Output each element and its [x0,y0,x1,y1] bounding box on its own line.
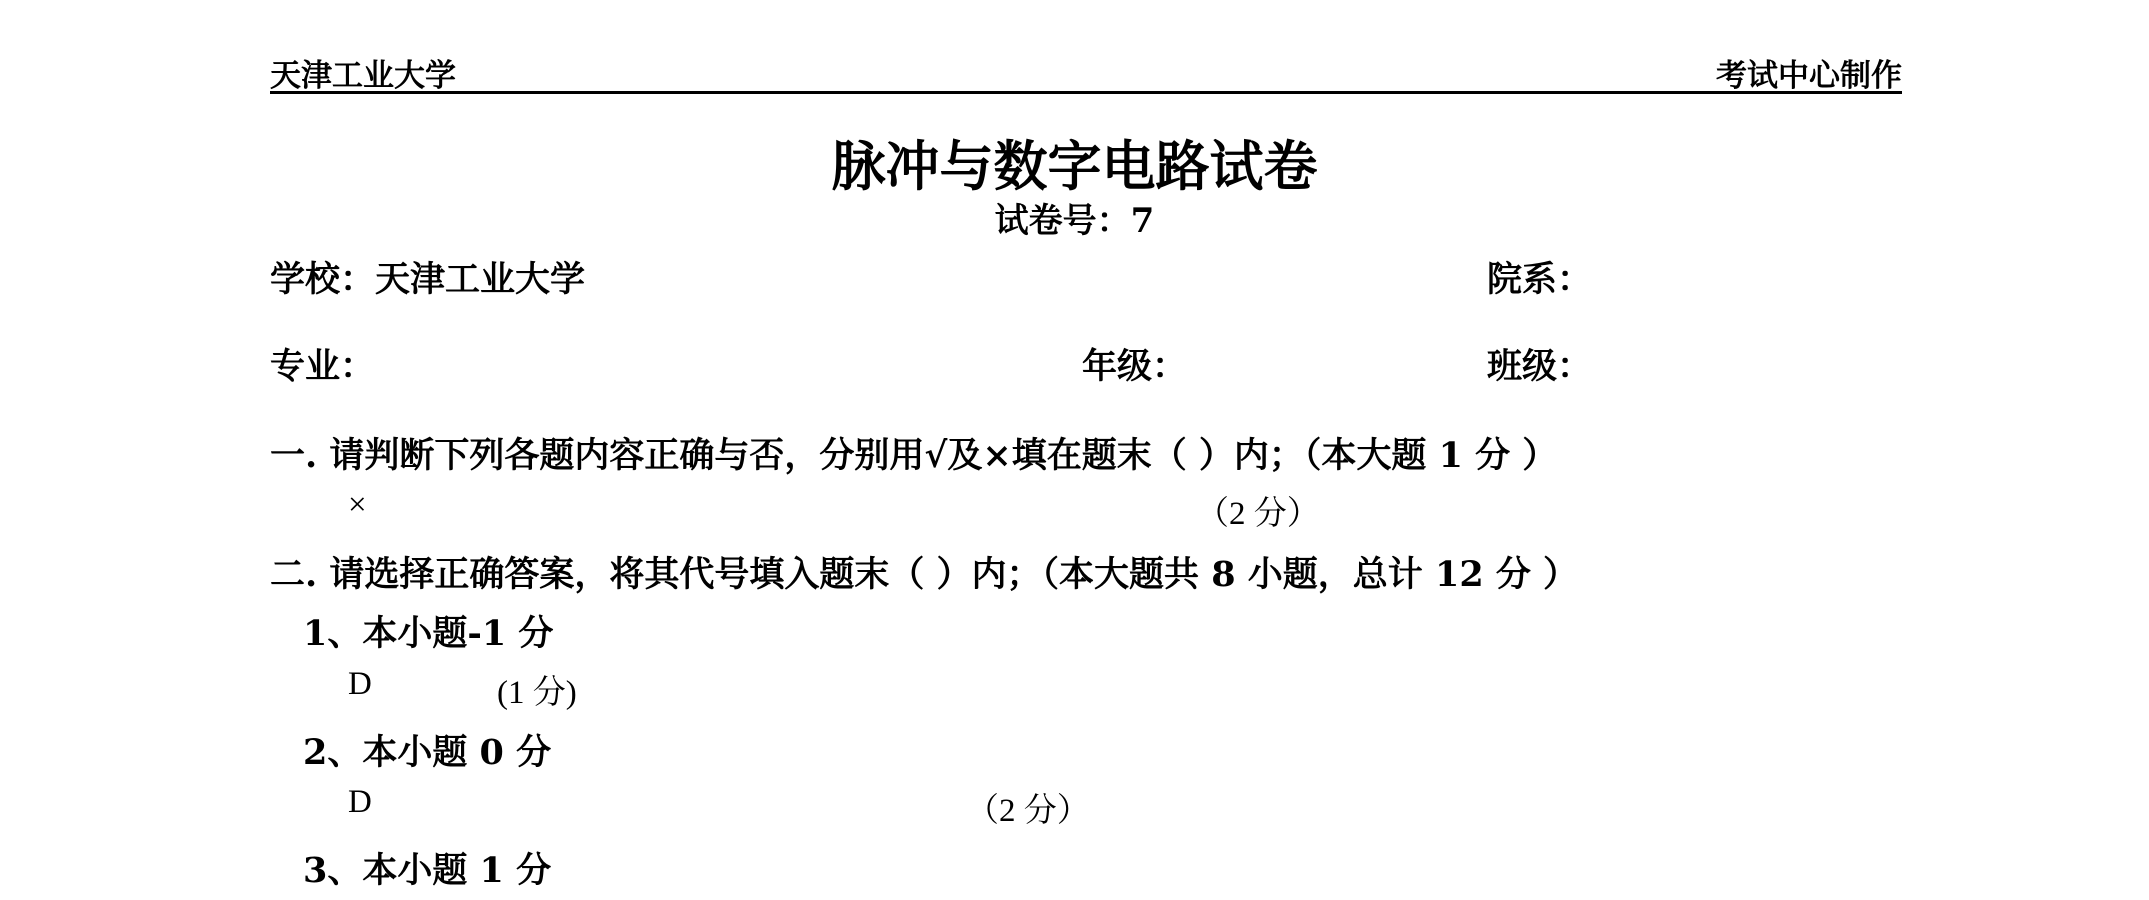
grade-field: 年级： [1082,346,1188,387]
section2-heading: 二. 请选择正确答案，将其代号填入题末（ ）内；（本大题共 8 小题，总计 12 分 ） [270,554,1579,595]
question-2-title: 2、本小题 0 分 [303,732,552,773]
header-producer: 考试中心制作 [1716,58,1902,94]
exam-title: 脉冲与数字电路试卷 [831,134,1318,198]
question-1-score: (1 分) [497,675,577,711]
section1-heading: 一. 请判断下列各题内容正确与否，分别用√及×填在题末（ ）内；（本大题 1 分 ） [270,435,1558,476]
department-field: 院系： [1487,259,1593,300]
question-2-score: （2 分） [966,793,1090,829]
section1-answer: × [348,487,367,523]
section1-score: （2 分） [1196,496,1320,532]
header-divider [270,91,1902,94]
header-school: 天津工业大学 [270,58,456,94]
paper-number: 试卷号：7 [994,201,1155,241]
question-2-answer: D [348,784,372,820]
question-1-title: 1、本小题-1 分 [303,613,554,654]
question-1-answer: D [348,666,372,702]
major-field: 专业： [270,346,376,387]
question-3-title: 3、本小题 1 分 [303,850,552,891]
class-field: 班级： [1487,346,1593,387]
school-field: 学校：天津工业大学 [270,259,586,300]
